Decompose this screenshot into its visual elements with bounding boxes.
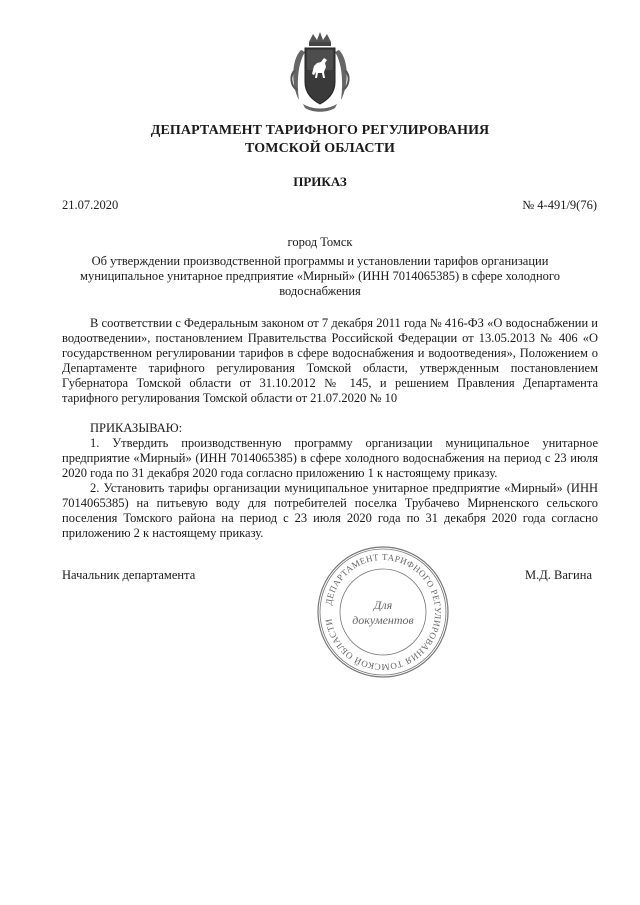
order-item-2: 2. Установить тарифы организации муниципальное унитарное предприятие «Мирный» (ИНН 7014065385) на питьевую воду для потребителей поселка Трубачево Мирненского сельского поселения Томского района на период с 23 июля 2020 года по 31 декабря 2020 года согласно приложению 2 к настоящему приказу.	[62, 481, 598, 540]
department-name	[0, 122, 640, 158]
signatory-name: М.Д. Вагина	[525, 568, 592, 582]
document-type: ПРИКАЗ	[293, 174, 347, 189]
stamp-center-line2: документов	[352, 613, 414, 627]
stamp-center-line1: Для	[373, 598, 393, 612]
city: город Томск	[287, 235, 353, 249]
signatory-title: Начальник департамента	[62, 568, 196, 582]
coat-of-arms-icon	[287, 30, 353, 114]
order-word: ПРИКАЗЫВАЮ:	[90, 421, 183, 435]
document-date: 21.07.2020	[62, 198, 119, 212]
document-subject: Об утверждении производственной программы и установлении тарифов организации муниципальное унитарное предприятие «Мирный» (ИНН 7014065385) в сфере холодного водоснабжения	[80, 254, 560, 298]
department-name-line1: ДЕПАРТАМЕНТ ТАРИФНОГО РЕГУЛИРОВАНИЯ	[150, 123, 490, 138]
order-item-1: 1. Утвердить производственную программу организации муниципальное унитарное предприятие «Мирный» (ИНН 7014065385) в сфере холодного водоснабжения на период с 23 июля 2020 года по 31 декабря 2020 года согласно приложению 1 к настоящему приказу.	[62, 436, 598, 480]
official-stamp	[316, 545, 450, 679]
department-name-line2: ТОМСКОЙ ОБЛАСТИ	[245, 141, 395, 156]
document-number: № 4-491/9(76)	[522, 198, 597, 212]
stamp-ring-text: ДЕПАРТАМЕНТ ТАРИФНОГО РЕГУЛИРОВАНИЯ ТОМСКОЙ ОБЛАСТИ	[323, 551, 444, 673]
preamble-paragraph: В соответствии с Федеральным законом от 7 декабря 2011 года № 416-ФЗ «О водоснабжении и водоотведении», постановлением Правительства Российской Федерации от 13.05.2013 № 406 «О государственном регулировании тарифов в сфере водоснабжения и водоотведения», Положением о Департаменте тарифного регулирования Томской области, утвержденным постановлением Губернатора Томской области от 31.10.2012 № 145, и решением Правления Департамента тарифного регулирования Томской области от 21.07.2020 № 10	[62, 316, 598, 405]
